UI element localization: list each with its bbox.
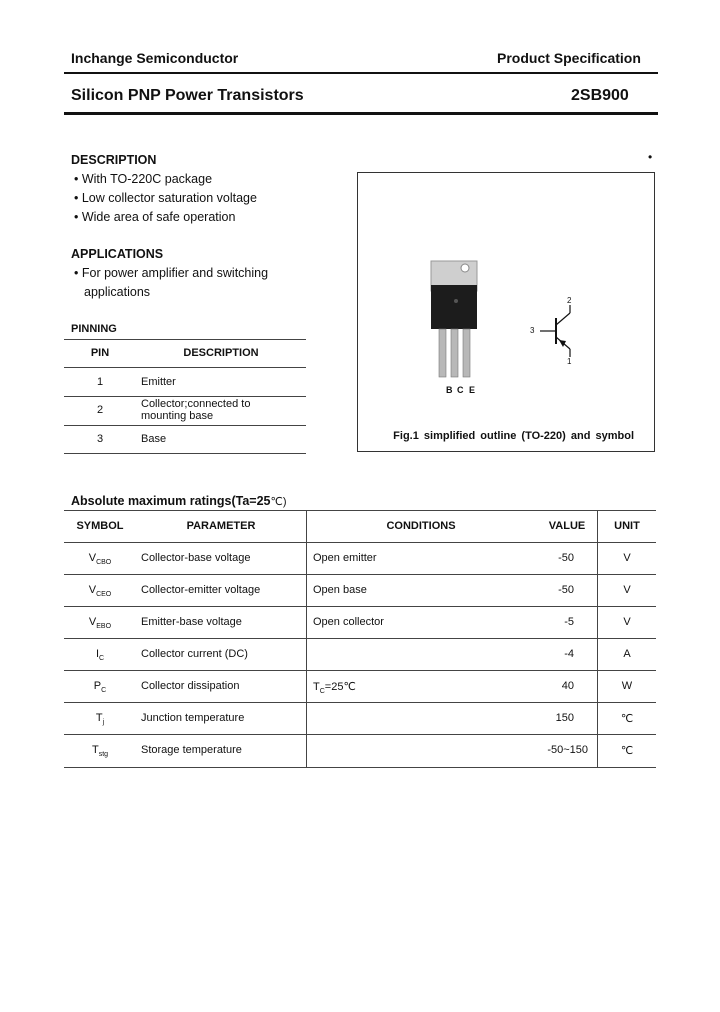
rating-parameter: Collector-base voltage [141, 552, 251, 564]
ratings-col-parameter: PARAMETER [186, 520, 256, 532]
rating-parameter: Storage temperature [141, 744, 242, 756]
pinning-header-rule [64, 367, 306, 368]
pnp-transistor-symbol-icon [358, 173, 654, 451]
description-item: • Low collector saturation voltage [74, 191, 257, 205]
ratings-heading-unit: ℃) [270, 496, 287, 508]
rating-unit: V [623, 584, 631, 596]
ratings-table-bottom-rule [64, 767, 656, 768]
description-item-text: With TO-220C package [81, 172, 213, 186]
description-item: • Wide area of safe operation [74, 210, 236, 224]
lead-label-base: B [446, 385, 453, 395]
rating-symbol-sub: stg [98, 751, 109, 758]
rating-value-text: -5 [564, 616, 574, 628]
rating-condition-tail: =25℃ [324, 681, 356, 693]
rating-value-text: -50 [558, 584, 574, 596]
ratings-row-rule [64, 638, 656, 639]
ratings-row-rule [64, 734, 656, 735]
description-item: • With TO-220C package [74, 172, 213, 186]
pin-number: 2 [96, 404, 104, 416]
symbol-pin-3: 3 [530, 326, 535, 335]
rating-unit: ℃ [620, 745, 634, 757]
rating-value-text: -50~150 [547, 744, 588, 756]
rating-parameter: Junction temperature [141, 712, 245, 724]
rating-symbol-sub: CBO [96, 559, 112, 566]
lead-label-emitter: E [469, 385, 476, 395]
rating-unit: V [623, 616, 631, 628]
rating-value-text: 150 [555, 712, 574, 724]
description-item-text: Wide area of safe operation [81, 210, 236, 224]
rating-symbol-sub: C [99, 655, 105, 662]
rating-symbol [64, 648, 136, 660]
rating-parameter: Collector-emitter voltage [141, 584, 261, 596]
ratings-heading [71, 494, 287, 508]
rating-condition: Open emitter [313, 552, 377, 564]
figure-caption-text: Fig.1 simplified outline (TO-220) and symbol [393, 430, 634, 442]
pin-description [141, 398, 250, 422]
pin-description-line: mounting base [141, 410, 214, 422]
rating-symbol-main: V [88, 616, 97, 628]
rating-value-text: -4 [564, 648, 574, 660]
applications-heading: APPLICATIONS [71, 247, 164, 261]
rating-condition: Open base [313, 584, 367, 596]
rating-condition-main: T [313, 681, 320, 693]
ratings-col-conditions: CONDITIONS [386, 520, 456, 532]
part-number: 2SB900 [571, 87, 629, 104]
header-rule-bottom [64, 112, 658, 115]
applications-item: • For power amplifier and switching [74, 266, 269, 280]
applications-item-text: For power amplifier and switching [81, 266, 269, 280]
rating-symbol [64, 584, 136, 596]
figure-box [357, 172, 655, 452]
rating-symbol-main: V [88, 584, 97, 596]
product-title: Silicon PNP Power Transistors [71, 87, 304, 104]
rating-symbol [64, 552, 136, 564]
rating-condition: Open collector [313, 616, 384, 628]
document-type: Product Specification [497, 50, 641, 66]
stray-dot: • [648, 150, 653, 164]
description-heading: DESCRIPTION [71, 153, 157, 167]
rating-symbol-main: V [88, 552, 97, 564]
ratings-row-rule [64, 606, 656, 607]
rating-unit: ℃ [620, 713, 634, 725]
company-name: Inchange Semiconductor [71, 50, 239, 66]
rating-value-text: -50 [558, 552, 574, 564]
pin-description-line: Collector;connected to [141, 398, 251, 410]
symbol-pin-2: 2 [567, 296, 572, 305]
rating-symbol [64, 680, 136, 692]
rating-symbol-sub: C [101, 687, 107, 694]
rating-condition-sub: C [319, 688, 325, 695]
rating-value-text: 40 [561, 680, 574, 692]
figure-caption [358, 430, 654, 442]
header-rule-top [64, 72, 658, 74]
pinning-table-bottom-rule [64, 453, 306, 454]
rating-condition [313, 680, 356, 693]
rating-symbol-sub: j [102, 719, 105, 726]
lead-label-collector: C [457, 385, 464, 395]
rating-parameter: Emitter-base voltage [141, 616, 242, 628]
rating-parameter: Collector dissipation [141, 680, 240, 692]
pinning-heading: PINNING [71, 323, 117, 335]
rating-parameter: Collector current (DC) [141, 648, 248, 660]
ratings-col-unit: UNIT [614, 520, 640, 532]
rating-symbol-sub: EBO [96, 623, 112, 630]
rating-symbol-sub: CEO [96, 591, 112, 598]
pinning-col-pin: PIN [90, 347, 110, 359]
ratings-header-rule [64, 542, 656, 543]
symbol-pin-1: 1 [567, 357, 572, 366]
pinning-table-top-rule [64, 339, 306, 340]
rating-symbol [64, 712, 136, 724]
rating-symbol [64, 744, 136, 756]
pinning-row-rule [64, 396, 306, 397]
rating-symbol-main: I [95, 648, 99, 660]
pin-description: Emitter [141, 376, 176, 388]
description-item-text: Low collector saturation voltage [81, 191, 257, 205]
pinning-row-rule [64, 425, 306, 426]
pin-number: 3 [96, 433, 104, 445]
ratings-row-rule [64, 702, 656, 703]
rating-symbol [64, 616, 136, 628]
pin-description: Base [141, 433, 167, 445]
rating-symbol-main: T [95, 712, 103, 724]
pin-number: 1 [96, 376, 104, 388]
ratings-row-rule [64, 574, 656, 575]
applications-item-continued: applications [84, 285, 151, 299]
rating-unit: V [623, 552, 631, 564]
ratings-col-symbol: SYMBOL [76, 520, 124, 532]
rating-unit: W [621, 680, 633, 692]
rating-symbol-main: P [93, 680, 102, 692]
rating-unit: A [623, 648, 631, 660]
rating-symbol-main: T [91, 744, 99, 756]
ratings-row-rule [64, 670, 656, 671]
ratings-col-value: VALUE [548, 520, 586, 532]
pinning-col-description: DESCRIPTION [183, 347, 259, 359]
ratings-heading-text: Absolute maximum ratings(Ta=25 [71, 494, 271, 508]
ratings-table-top-rule [64, 510, 656, 511]
